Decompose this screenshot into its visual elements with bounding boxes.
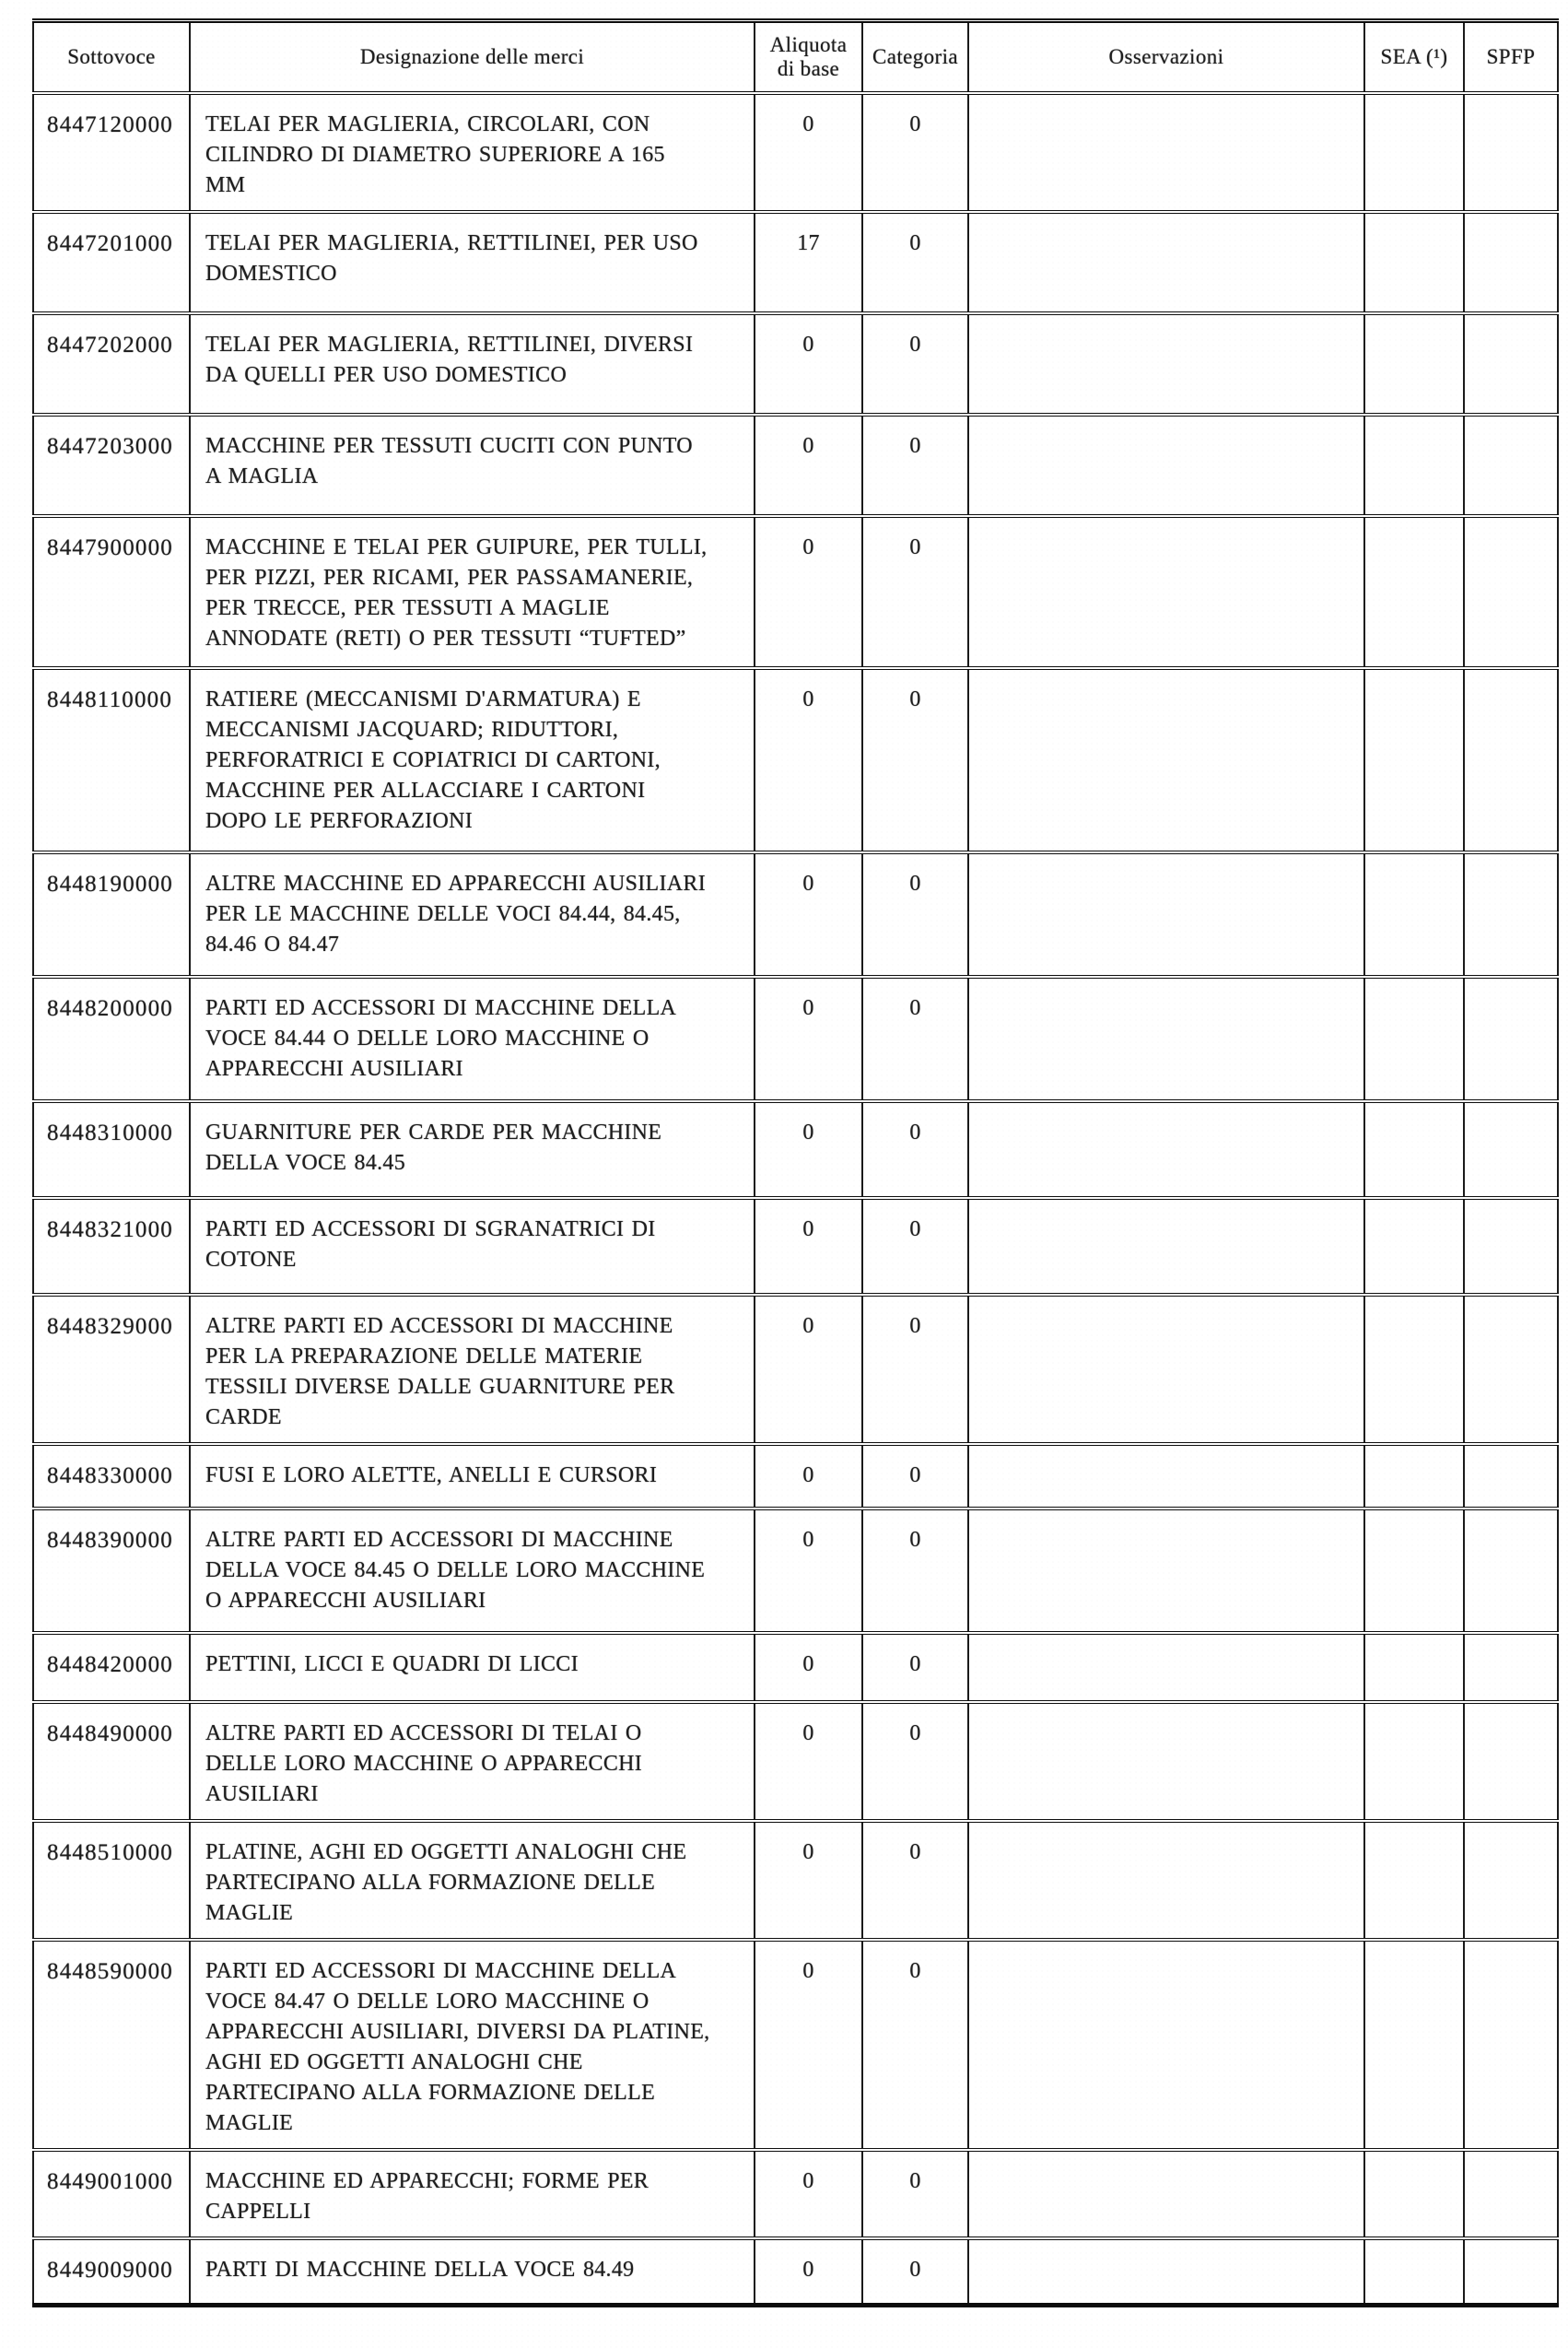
- cell-aliquota: 0: [755, 313, 862, 415]
- table-row: [33, 212, 1558, 313]
- cell-sottovoce: 8447201000: [33, 212, 190, 313]
- cell-aliquota: 0: [755, 668, 862, 852]
- cell-aliquota: 0: [755, 1821, 862, 1940]
- table-row: [33, 852, 1558, 977]
- cell-sea: [1364, 1101, 1464, 1198]
- cell-osservazioni: [968, 2238, 1364, 2306]
- col-header-aliquota: Aliquota di base: [755, 21, 862, 93]
- cell-osservazioni: [968, 516, 1364, 668]
- cell-osservazioni: [968, 212, 1364, 313]
- table-row: [33, 313, 1558, 415]
- cell-osservazioni: [968, 1509, 1364, 1633]
- table-row: [33, 1633, 1558, 1702]
- col-header-categoria: Categoria: [862, 21, 968, 93]
- cell-aliquota: 0: [755, 1633, 862, 1702]
- cell-sea: [1364, 1821, 1464, 1940]
- cell-aliquota: 0: [755, 852, 862, 977]
- cell-categoria: 0: [862, 313, 968, 415]
- cell-sottovoce: 8448200000: [33, 977, 190, 1101]
- cell-aliquota: 0: [755, 516, 862, 668]
- table-row: [33, 1509, 1558, 1633]
- cell-categoria: 0: [862, 1101, 968, 1198]
- cell-osservazioni: [968, 1702, 1364, 1821]
- cell-spfp: [1464, 1821, 1558, 1940]
- cell-sea: [1364, 212, 1464, 313]
- cell-sottovoce: 8447900000: [33, 516, 190, 668]
- cell-aliquota: 0: [755, 1444, 862, 1509]
- cell-aliquota: 0: [755, 1702, 862, 1821]
- cell-sottovoce: 8447120000: [33, 93, 190, 212]
- cell-sottovoce: 8448330000: [33, 1444, 190, 1509]
- cell-designazione: ALTRE PARTI ED ACCESSORI DI TELAI O DELLE LORO MACCHINE O APPARECCHI AUSILIARI: [190, 1702, 755, 1821]
- col-header-sea: SEA (¹): [1364, 21, 1464, 93]
- cell-spfp: [1464, 1702, 1558, 1821]
- table-row: [33, 516, 1558, 668]
- table-row: [33, 1101, 1558, 1198]
- cell-sottovoce: 8448110000: [33, 668, 190, 852]
- table-row: [33, 1295, 1558, 1444]
- table-row: [33, 415, 1558, 516]
- table-row: [33, 1821, 1558, 1940]
- cell-spfp: [1464, 93, 1558, 212]
- cell-categoria: 0: [862, 852, 968, 977]
- cell-aliquota: 0: [755, 1295, 862, 1444]
- col-header-osservazioni: Osservazioni: [968, 21, 1364, 93]
- cell-osservazioni: [968, 1444, 1364, 1509]
- cell-sea: [1364, 1295, 1464, 1444]
- cell-categoria: 0: [862, 93, 968, 212]
- cell-aliquota: 0: [755, 415, 862, 516]
- cell-spfp: [1464, 852, 1558, 977]
- cell-categoria: 0: [862, 415, 968, 516]
- cell-osservazioni: [968, 1940, 1364, 2150]
- cell-osservazioni: [968, 1101, 1364, 1198]
- cell-sea: [1364, 2238, 1464, 2306]
- cell-aliquota: 0: [755, 1940, 862, 2150]
- cell-designazione: PARTI ED ACCESSORI DI MACCHINE DELLA VOCE 84.47 O DELLE LORO MACCHINE O APPARECCHI AUSILIARI, DIVERSI DA PLATINE, AGHI ED OGGETTI ANALOGHI CHE PARTECIPANO ALLA FORMAZIONE DELLE MAGLIE: [190, 1940, 755, 2150]
- cell-sottovoce: 8448321000: [33, 1198, 190, 1295]
- cell-sea: [1364, 668, 1464, 852]
- cell-sea: [1364, 1444, 1464, 1509]
- cell-spfp: [1464, 313, 1558, 415]
- cell-aliquota: 0: [755, 1198, 862, 1295]
- cell-sottovoce: 8448190000: [33, 852, 190, 977]
- table-row: [33, 2150, 1558, 2238]
- cell-sea: [1364, 1940, 1464, 2150]
- cell-designazione: PARTI DI MACCHINE DELLA VOCE 84.49: [190, 2238, 755, 2306]
- table-row: [33, 668, 1558, 852]
- cell-spfp: [1464, 1940, 1558, 2150]
- cell-spfp: [1464, 977, 1558, 1101]
- cell-aliquota: 0: [755, 2238, 862, 2306]
- cell-designazione: RATIERE (MECCANISMI D'ARMATURA) E MECCANISMI JACQUARD; RIDUTTORI, PERFORATRICI E COPIATRICI DI CARTONI, MACCHINE PER ALLACCIARE I CARTONI DOPO LE PERFORAZIONI: [190, 668, 755, 852]
- cell-osservazioni: [968, 2150, 1364, 2238]
- cell-osservazioni: [968, 93, 1364, 212]
- cell-aliquota: 0: [755, 977, 862, 1101]
- cell-designazione: PETTINI, LICCI E QUADRI DI LICCI: [190, 1633, 755, 1702]
- cell-designazione: TELAI PER MAGLIERIA, RETTILINEI, PER USO DOMESTICO: [190, 212, 755, 313]
- cell-sea: [1364, 1198, 1464, 1295]
- cell-sea: [1364, 2150, 1464, 2238]
- cell-sottovoce: 8448510000: [33, 1821, 190, 1940]
- col-header-spfp: SPFP: [1464, 21, 1558, 93]
- cell-sea: [1364, 415, 1464, 516]
- cell-designazione: GUARNITURE PER CARDE PER MACCHINE DELLA VOCE 84.45: [190, 1101, 755, 1198]
- cell-osservazioni: [968, 313, 1364, 415]
- cell-categoria: 0: [862, 2238, 968, 2306]
- cell-sottovoce: 8447203000: [33, 415, 190, 516]
- cell-categoria: 0: [862, 1444, 968, 1509]
- cell-aliquota: 0: [755, 1101, 862, 1198]
- cell-designazione: PLATINE, AGHI ED OGGETTI ANALOGHI CHE PARTECIPANO ALLA FORMAZIONE DELLE MAGLIE: [190, 1821, 755, 1940]
- cell-sottovoce: 8448329000: [33, 1295, 190, 1444]
- table-row: [33, 1198, 1558, 1295]
- cell-categoria: 0: [862, 1633, 968, 1702]
- cell-sottovoce: 8448310000: [33, 1101, 190, 1198]
- cell-osservazioni: [968, 668, 1364, 852]
- cell-aliquota: 0: [755, 2150, 862, 2238]
- cell-sea: [1364, 977, 1464, 1101]
- cell-aliquota: 0: [755, 93, 862, 212]
- cell-spfp: [1464, 1444, 1558, 1509]
- cell-sottovoce: 8448420000: [33, 1633, 190, 1702]
- cell-categoria: 0: [862, 1509, 968, 1633]
- cell-sottovoce: 8449001000: [33, 2150, 190, 2238]
- cell-spfp: [1464, 212, 1558, 313]
- cell-designazione: ALTRE PARTI ED ACCESSORI DI MACCHINE PER LA PREPARAZIONE DELLE MATERIE TESSILI DIVERSE DALLE GUARNITURE PER CARDE: [190, 1295, 755, 1444]
- table-row: [33, 1702, 1558, 1821]
- cell-sea: [1364, 1509, 1464, 1633]
- cell-spfp: [1464, 668, 1558, 852]
- cell-sottovoce: 8448390000: [33, 1509, 190, 1633]
- cell-spfp: [1464, 1295, 1558, 1444]
- cell-categoria: 0: [862, 1821, 968, 1940]
- cell-sea: [1364, 313, 1464, 415]
- cell-spfp: [1464, 1509, 1558, 1633]
- cell-spfp: [1464, 516, 1558, 668]
- cell-sea: [1364, 93, 1464, 212]
- cell-osservazioni: [968, 977, 1364, 1101]
- cell-osservazioni: [968, 1633, 1364, 1702]
- cell-osservazioni: [968, 1821, 1364, 1940]
- cell-categoria: 0: [862, 1940, 968, 2150]
- cell-osservazioni: [968, 1295, 1364, 1444]
- cell-spfp: [1464, 2150, 1558, 2238]
- cell-spfp: [1464, 1198, 1558, 1295]
- cell-categoria: 0: [862, 668, 968, 852]
- col-header-sottovoce: Sottovoce: [33, 21, 190, 93]
- cell-osservazioni: [968, 415, 1364, 516]
- cell-designazione: TELAI PER MAGLIERIA, RETTILINEI, DIVERSI DA QUELLI PER USO DOMESTICO: [190, 313, 755, 415]
- header-row: [33, 21, 1558, 93]
- cell-spfp: [1464, 2238, 1558, 2306]
- table-row: [33, 2238, 1558, 2306]
- cell-sea: [1364, 1702, 1464, 1821]
- cell-categoria: 0: [862, 516, 968, 668]
- cell-designazione: ALTRE PARTI ED ACCESSORI DI MACCHINE DELLA VOCE 84.45 O DELLE LORO MACCHINE O APPARECCHI AUSILIARI: [190, 1509, 755, 1633]
- table-row: [33, 1940, 1558, 2150]
- cell-categoria: 0: [862, 1702, 968, 1821]
- cell-categoria: 0: [862, 1198, 968, 1295]
- cell-designazione: MACCHINE ED APPARECCHI; FORME PER CAPPELLI: [190, 2150, 755, 2238]
- cell-aliquota: 0: [755, 1509, 862, 1633]
- cell-sottovoce: 8449009000: [33, 2238, 190, 2306]
- cell-sea: [1364, 1633, 1464, 1702]
- cell-sottovoce: 8448590000: [33, 1940, 190, 2150]
- cell-designazione: FUSI E LORO ALETTE, ANELLI E CURSORI: [190, 1444, 755, 1509]
- table-row: [33, 1444, 1558, 1509]
- cell-sea: [1364, 516, 1464, 668]
- cell-sottovoce: 8448490000: [33, 1702, 190, 1821]
- cell-osservazioni: [968, 1198, 1364, 1295]
- cell-aliquota: 17: [755, 212, 862, 313]
- cell-designazione: MACCHINE PER TESSUTI CUCITI CON PUNTO A MAGLIA: [190, 415, 755, 516]
- cell-designazione: PARTI ED ACCESSORI DI SGRANATRICI DI COTONE: [190, 1198, 755, 1295]
- cell-categoria: 0: [862, 2150, 968, 2238]
- cell-designazione: TELAI PER MAGLIERIA, CIRCOLARI, CON CILINDRO DI DIAMETRO SUPERIORE A 165 MM: [190, 93, 755, 212]
- cell-spfp: [1464, 1633, 1558, 1702]
- cell-sea: [1364, 852, 1464, 977]
- cell-sottovoce: 8447202000: [33, 313, 190, 415]
- cell-designazione: PARTI ED ACCESSORI DI MACCHINE DELLA VOCE 84.44 O DELLE LORO MACCHINE O APPARECCHI AUSILIARI: [190, 977, 755, 1101]
- table-row: [33, 93, 1558, 212]
- cell-categoria: 0: [862, 212, 968, 313]
- table-body: [33, 93, 1558, 2306]
- cell-designazione: MACCHINE E TELAI PER GUIPURE, PER TULLI, PER PIZZI, PER RICAMI, PER PASSAMANERIE, PER TRECCE, PER TESSUTI A MAGLIE ANNODATE (RETI) O PER TESSUTI “TUFTED”: [190, 516, 755, 668]
- cell-categoria: 0: [862, 977, 968, 1101]
- cell-designazione: ALTRE MACCHINE ED APPARECCHI AUSILIARI PER LE MACCHINE DELLE VOCI 84.44, 84.45, 84.46 O 84.47: [190, 852, 755, 977]
- cell-spfp: [1464, 1101, 1558, 1198]
- cell-categoria: 0: [862, 1295, 968, 1444]
- tariff-table: [32, 18, 1559, 2307]
- cell-osservazioni: [968, 852, 1364, 977]
- col-header-designazione: Designazione delle merci: [190, 21, 755, 93]
- table-row: [33, 977, 1558, 1101]
- cell-spfp: [1464, 415, 1558, 516]
